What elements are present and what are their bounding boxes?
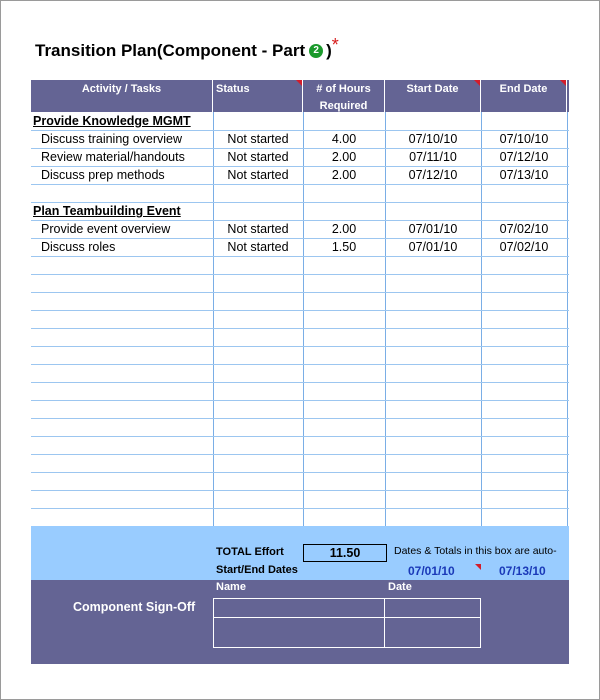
grid-row-line bbox=[31, 346, 569, 347]
totals-box bbox=[31, 526, 569, 580]
sign-off-name-label: Name bbox=[216, 581, 246, 593]
task-row bbox=[31, 238, 569, 256]
task-status[interactable]: Not started bbox=[227, 150, 289, 164]
task-status[interactable]: Not started bbox=[227, 168, 289, 182]
header-hours[interactable]: # of Hours Required bbox=[303, 80, 385, 112]
start-end-dates-label: Start/End Dates bbox=[216, 564, 298, 576]
sign-off-name-field-2[interactable] bbox=[213, 617, 385, 648]
task-start-date[interactable]: 07/11/10 bbox=[409, 150, 457, 164]
header-activity[interactable]: Activity / Tasks bbox=[31, 80, 213, 112]
sign-off-section bbox=[31, 580, 569, 664]
total-effort-value[interactable]: 11.50 bbox=[303, 544, 387, 562]
grid-row-line bbox=[31, 256, 569, 257]
sign-off-date-field-1[interactable] bbox=[384, 598, 481, 618]
task-start-date[interactable]: 07/10/10 bbox=[408, 132, 458, 146]
grid-row-line bbox=[31, 436, 569, 437]
blank-row bbox=[31, 184, 569, 202]
sign-off-date-label: Date bbox=[388, 581, 412, 593]
task-status[interactable]: Not started bbox=[227, 240, 289, 254]
grid-row-line bbox=[31, 328, 569, 329]
comment-marker-icon bbox=[560, 80, 566, 86]
task-status[interactable]: Not started bbox=[227, 222, 289, 236]
required-asterisk: * bbox=[331, 35, 339, 55]
header-end-date[interactable]: End Date bbox=[481, 80, 567, 112]
task-hours[interactable]: 2.00 bbox=[331, 222, 357, 236]
section-row bbox=[31, 112, 569, 130]
header-status[interactable]: Status bbox=[213, 80, 303, 112]
grid-row-line bbox=[31, 472, 569, 473]
section-title[interactable]: Provide Knowledge MGMT bbox=[33, 114, 191, 128]
comment-marker-icon bbox=[296, 80, 302, 86]
task-hours[interactable]: 2.00 bbox=[331, 150, 357, 164]
task-name[interactable]: Discuss roles bbox=[41, 240, 116, 254]
task-end-date[interactable]: 07/02/10 bbox=[499, 222, 549, 236]
comment-marker-icon bbox=[474, 80, 480, 86]
task-name[interactable]: Review material/handouts bbox=[41, 150, 185, 164]
task-row bbox=[31, 130, 569, 148]
task-end-date[interactable]: 07/13/10 bbox=[499, 168, 549, 182]
part-number-badge: 2 bbox=[309, 44, 323, 58]
header-start-date[interactable]: Start Date bbox=[385, 80, 481, 112]
task-name[interactable]: Provide event overview bbox=[41, 222, 171, 236]
grid-row-line bbox=[31, 490, 569, 491]
section-row bbox=[31, 202, 569, 220]
sign-off-date-field-2[interactable] bbox=[384, 617, 481, 648]
task-hours[interactable]: 1.50 bbox=[331, 240, 357, 254]
task-row bbox=[31, 220, 569, 238]
task-start-date[interactable]: 07/01/10 bbox=[408, 240, 458, 254]
grid-row-line bbox=[31, 292, 569, 293]
task-grid bbox=[31, 112, 569, 526]
task-row bbox=[31, 166, 569, 184]
grid-row-line bbox=[31, 418, 569, 419]
sign-off-title: Component Sign-Off bbox=[73, 600, 196, 614]
task-hours[interactable]: 2.00 bbox=[331, 168, 357, 182]
task-status[interactable]: Not started bbox=[227, 132, 289, 146]
task-hours[interactable]: 4.00 bbox=[331, 132, 357, 146]
grid-row-line bbox=[31, 508, 569, 509]
grid-row-line bbox=[31, 382, 569, 383]
totals-hint: Dates & Totals in this box are auto- bbox=[394, 545, 557, 557]
task-start-date[interactable]: 07/12/10 bbox=[408, 168, 458, 182]
title-text: Transition Plan(Component - Part bbox=[35, 40, 306, 60]
task-name[interactable]: Discuss training overview bbox=[41, 132, 183, 146]
grid-row-line bbox=[31, 364, 569, 365]
task-name[interactable]: Discuss prep methods bbox=[41, 168, 165, 182]
task-start-date[interactable]: 07/01/10 bbox=[408, 222, 458, 236]
comment-marker-icon bbox=[475, 564, 481, 570]
section-title[interactable]: Plan Teambuilding Event bbox=[33, 204, 181, 218]
task-end-date[interactable]: 07/12/10 bbox=[499, 150, 549, 164]
grid-row-line bbox=[31, 454, 569, 455]
title-close: ) bbox=[326, 40, 332, 60]
page-title bbox=[35, 35, 339, 61]
total-effort-label: TOTAL Effort bbox=[216, 546, 284, 558]
sign-off-name-field-1[interactable] bbox=[213, 598, 385, 618]
table-header bbox=[31, 80, 569, 112]
grid-row-line bbox=[31, 274, 569, 275]
task-end-date[interactable]: 07/10/10 bbox=[499, 132, 549, 146]
total-start-date[interactable]: 07/01/10 bbox=[408, 564, 455, 578]
task-row bbox=[31, 148, 569, 166]
total-end-date[interactable]: 07/13/10 bbox=[499, 564, 546, 578]
grid-row-line bbox=[31, 310, 569, 311]
grid-row-line bbox=[31, 400, 569, 401]
task-end-date[interactable]: 07/02/10 bbox=[499, 240, 549, 254]
